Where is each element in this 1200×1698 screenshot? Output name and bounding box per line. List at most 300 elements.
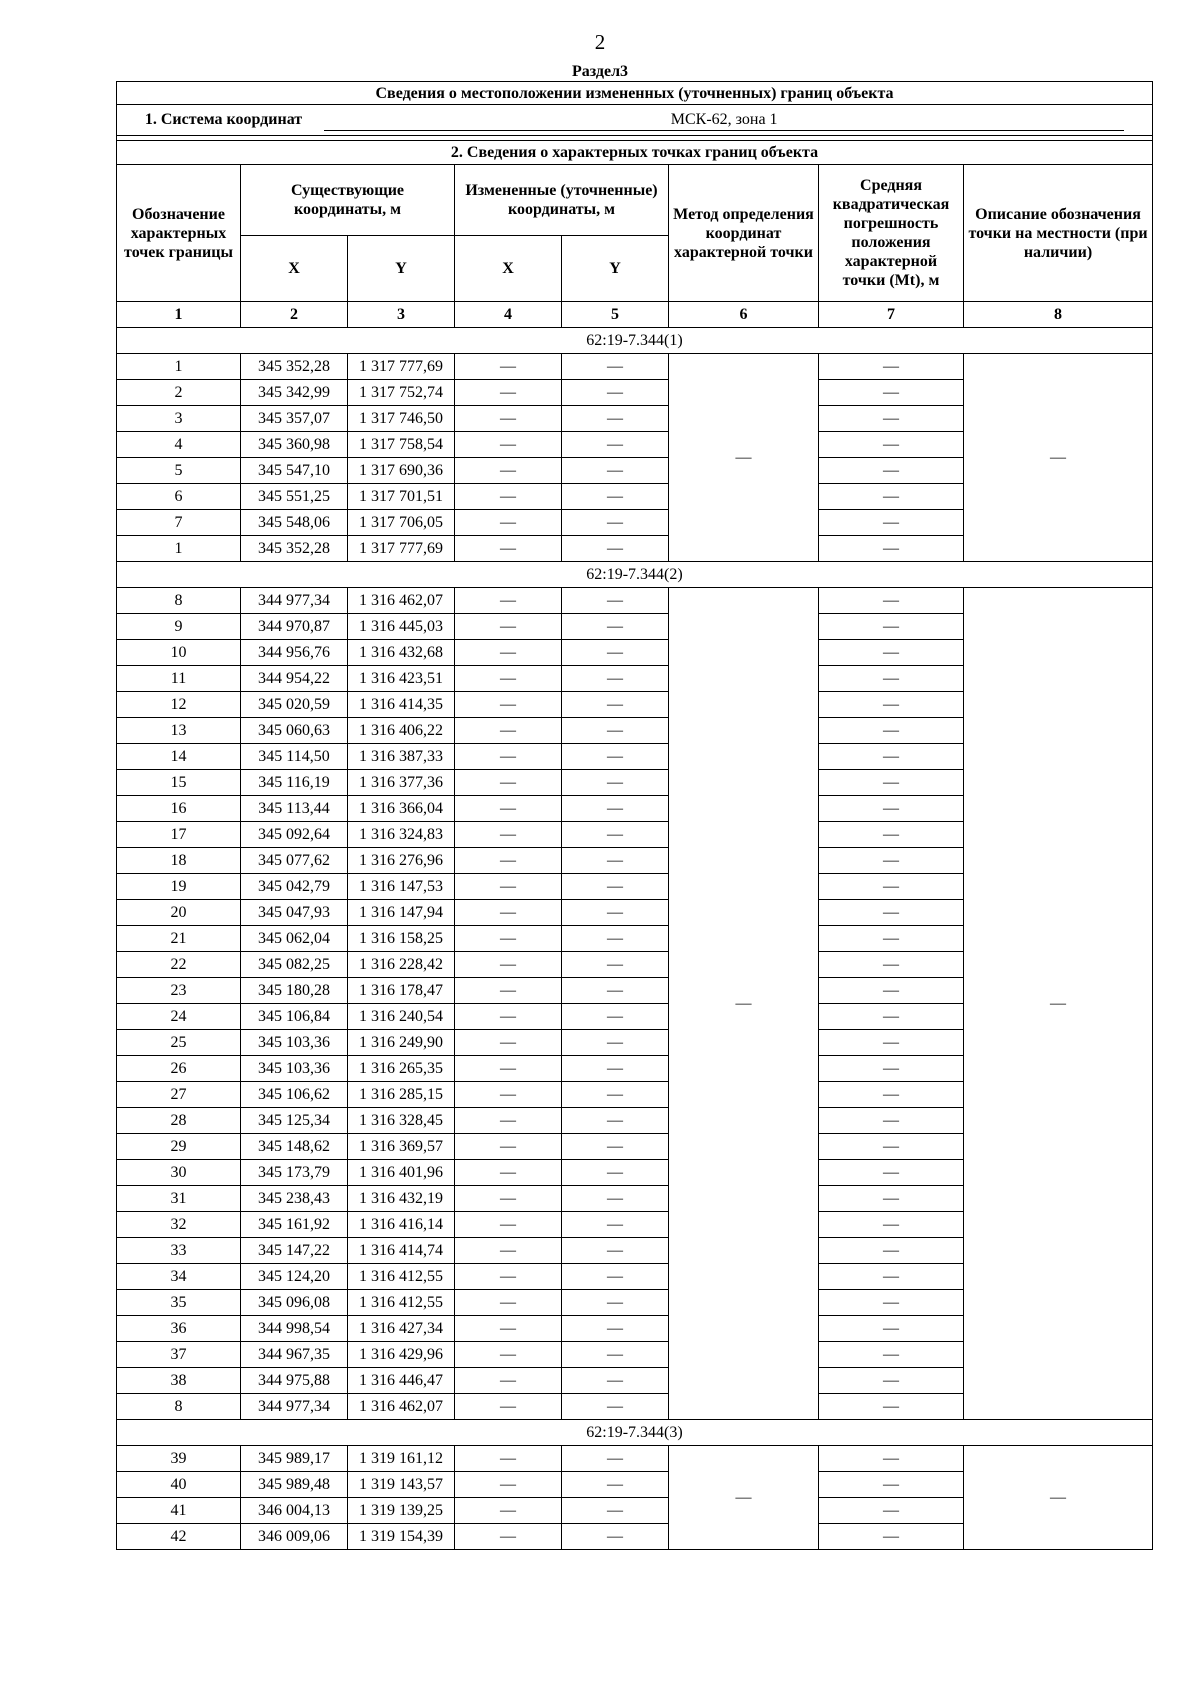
existing-x-value: 345 106,62 [241,1082,348,1108]
mean-error-value: — [819,1446,964,1472]
mean-error-value: — [819,432,964,458]
existing-y-value: 1 319 161,12 [348,1446,455,1472]
existing-x-value: 345 161,92 [241,1212,348,1238]
changed-x-value: — [455,1004,562,1030]
header-row-top [117,165,1153,236]
changed-x-value: — [455,1056,562,1082]
point-number: 8 [117,1394,241,1420]
column-number: 7 [819,302,964,328]
existing-x-value: 345 147,22 [241,1238,348,1264]
mean-error-value: — [819,900,964,926]
table-title: Сведения о местоположении измененных (уточненных) границ объекта [117,82,1153,105]
changed-y-value: — [562,978,669,1004]
existing-x-value: 345 092,64 [241,822,348,848]
existing-x-value: 345 114,50 [241,744,348,770]
existing-y-value: 1 316 377,36 [348,770,455,796]
existing-y-value: 1 316 414,74 [348,1238,455,1264]
existing-y-value: 1 316 228,42 [348,952,455,978]
header-changed-y: Y [562,236,669,302]
changed-x-value: — [455,432,562,458]
point-number: 30 [117,1160,241,1186]
existing-x-value: 344 954,22 [241,666,348,692]
changed-y-value: — [562,874,669,900]
column-number: 5 [562,302,669,328]
mean-error-value: — [819,1316,964,1342]
existing-y-value: 1 316 416,14 [348,1212,455,1238]
point-number: 7 [117,510,241,536]
changed-x-value: — [455,1212,562,1238]
existing-y-value: 1 316 462,07 [348,588,455,614]
point-number: 1 [117,536,241,562]
changed-y-value: — [562,1238,669,1264]
mean-error-value: — [819,848,964,874]
changed-x-value: — [455,1238,562,1264]
coord-system-row [117,105,1153,136]
mean-error-value: — [819,1290,964,1316]
changed-y-value: — [562,926,669,952]
existing-x-value: 345 106,84 [241,1004,348,1030]
changed-y-value: — [562,1472,669,1498]
changed-x-value: — [455,1134,562,1160]
existing-x-value: 345 124,20 [241,1264,348,1290]
existing-x-value: 345 173,79 [241,1160,348,1186]
changed-x-value: — [455,926,562,952]
point-number: 37 [117,1342,241,1368]
table-row [117,1446,1153,1472]
changed-x-value: — [455,848,562,874]
point-number: 32 [117,1212,241,1238]
changed-x-value: — [455,1498,562,1524]
existing-y-value: 1 317 777,69 [348,536,455,562]
table-title-row [117,82,1153,105]
existing-x-value: 346 009,06 [241,1524,348,1550]
mean-error-value: — [819,1134,964,1160]
point-number: 41 [117,1498,241,1524]
mean-error-value: — [819,510,964,536]
changed-x-value: — [455,1160,562,1186]
existing-x-value: 344 970,87 [241,614,348,640]
changed-y-value: — [562,1056,669,1082]
mean-error-value: — [819,1030,964,1056]
point-number: 42 [117,1524,241,1550]
mean-error-value: — [819,952,964,978]
page-number: 2 [594,30,606,54]
point-number: 3 [117,406,241,432]
existing-y-value: 1 316 446,47 [348,1368,455,1394]
column-numbers-row [117,302,1153,328]
existing-y-value: 1 316 406,22 [348,718,455,744]
existing-x-value: 344 977,34 [241,1394,348,1420]
changed-x-value: — [455,900,562,926]
column-number: 1 [117,302,241,328]
changed-x-value: — [455,666,562,692]
group-row [117,562,1153,588]
point-number: 40 [117,1472,241,1498]
existing-x-value: 345 989,48 [241,1472,348,1498]
boundary-points-table [116,81,1153,1550]
changed-y-value: — [562,1186,669,1212]
point-number: 21 [117,926,241,952]
existing-x-value: 345 148,62 [241,1134,348,1160]
existing-y-value: 1 316 429,96 [348,1342,455,1368]
mean-error-value: — [819,1238,964,1264]
point-number: 36 [117,1316,241,1342]
section-title: Раздел3 [571,63,629,80]
existing-y-value: 1 316 427,34 [348,1316,455,1342]
mean-error-value: — [819,1368,964,1394]
existing-y-value: 1 317 706,05 [348,510,455,536]
mean-error-value: — [819,692,964,718]
column-number: 3 [348,302,455,328]
existing-y-value: 1 316 432,68 [348,640,455,666]
header-changed-x: X [455,236,562,302]
existing-x-value: 345 113,44 [241,796,348,822]
changed-y-value: — [562,1498,669,1524]
header-method: Метод определения координат характерной точки [669,165,819,302]
existing-x-value: 346 004,13 [241,1498,348,1524]
existing-y-value: 1 316 432,19 [348,1186,455,1212]
existing-y-value: 1 316 412,55 [348,1264,455,1290]
changed-x-value: — [455,1446,562,1472]
existing-y-value: 1 317 752,74 [348,380,455,406]
existing-x-value: 345 180,28 [241,978,348,1004]
existing-x-value: 345 116,19 [241,770,348,796]
changed-x-value: — [455,406,562,432]
existing-x-value: 345 077,62 [241,848,348,874]
existing-x-value: 345 103,36 [241,1056,348,1082]
changed-x-value: — [455,1394,562,1420]
header-mean-error: Средняя квадратическая погрешность положения характерной точки (Mt), м [819,165,964,302]
point-number: 39 [117,1446,241,1472]
existing-x-value: 345 096,08 [241,1290,348,1316]
existing-y-value: 1 317 746,50 [348,406,455,432]
column-number: 2 [241,302,348,328]
changed-x-value: — [455,744,562,770]
points-info-title-row [117,141,1153,165]
point-number: 5 [117,458,241,484]
existing-x-value: 345 062,04 [241,926,348,952]
changed-y-value: — [562,822,669,848]
mean-error-value: — [819,744,964,770]
point-number: 22 [117,952,241,978]
changed-x-value: — [455,770,562,796]
description-value: — [964,1446,1153,1550]
changed-y-value: — [562,1004,669,1030]
point-number: 14 [117,744,241,770]
changed-x-value: — [455,588,562,614]
existing-x-value: 345 989,17 [241,1446,348,1472]
header-description: Описание обозначения точки на местности (при наличии) [964,165,1153,302]
mean-error-value: — [819,926,964,952]
existing-y-value: 1 316 423,51 [348,666,455,692]
point-number: 8 [117,588,241,614]
existing-y-value: 1 319 143,57 [348,1472,455,1498]
changed-x-value: — [455,1030,562,1056]
changed-x-value: — [455,692,562,718]
changed-y-value: — [562,666,669,692]
changed-y-value: — [562,588,669,614]
changed-y-value: — [562,1316,669,1342]
existing-x-value: 345 352,28 [241,536,348,562]
mean-error-value: — [819,614,964,640]
mean-error-value: — [819,978,964,1004]
point-number: 27 [117,1082,241,1108]
method-value: — [669,588,819,1420]
header-existing-x: X [241,236,348,302]
coord-system-value: МСК-62, зона 1 [324,110,1124,131]
existing-x-value: 345 047,93 [241,900,348,926]
changed-y-value: — [562,1212,669,1238]
changed-y-value: — [562,432,669,458]
changed-x-value: — [455,1524,562,1550]
point-number: 6 [117,484,241,510]
existing-x-value: 345 360,98 [241,432,348,458]
changed-x-value: — [455,1264,562,1290]
point-number: 1 [117,354,241,380]
mean-error-value: — [819,1472,964,1498]
point-number: 23 [117,978,241,1004]
description-value: — [964,354,1153,562]
group-row [117,328,1153,354]
changed-x-value: — [455,718,562,744]
coord-system-cell [117,105,1153,136]
changed-y-value: — [562,848,669,874]
existing-y-value: 1 316 324,83 [348,822,455,848]
mean-error-value: — [819,1342,964,1368]
point-number: 11 [117,666,241,692]
mean-error-value: — [819,640,964,666]
changed-y-value: — [562,1264,669,1290]
existing-y-value: 1 316 366,04 [348,796,455,822]
changed-x-value: — [455,536,562,562]
mean-error-value: — [819,1524,964,1550]
mean-error-value: — [819,380,964,406]
mean-error-value: — [819,484,964,510]
changed-y-value: — [562,484,669,510]
existing-x-value: 344 967,35 [241,1342,348,1368]
changed-x-value: — [455,1368,562,1394]
mean-error-value: — [819,1160,964,1186]
existing-x-value: 345 238,43 [241,1186,348,1212]
mean-error-value: — [819,770,964,796]
existing-x-value: 345 548,06 [241,510,348,536]
existing-y-value: 1 317 690,36 [348,458,455,484]
changed-y-value: — [562,458,669,484]
point-number: 33 [117,1238,241,1264]
changed-x-value: — [455,822,562,848]
group-row [117,1420,1153,1446]
mean-error-value: — [819,1082,964,1108]
mean-error-value: — [819,718,964,744]
header-point-designation: Обозначение характерных точек границы [117,165,241,302]
changed-y-value: — [562,354,669,380]
existing-x-value: 345 547,10 [241,458,348,484]
mean-error-value: — [819,536,964,562]
table-row [117,588,1153,614]
changed-x-value: — [455,1108,562,1134]
changed-x-value: — [455,484,562,510]
existing-y-value: 1 316 147,94 [348,900,455,926]
mean-error-value: — [819,796,964,822]
existing-x-value: 345 551,25 [241,484,348,510]
existing-y-value: 1 316 462,07 [348,1394,455,1420]
point-number: 20 [117,900,241,926]
changed-y-value: — [562,744,669,770]
changed-y-value: — [562,1108,669,1134]
changed-y-value: — [562,1082,669,1108]
existing-y-value: 1 316 369,57 [348,1134,455,1160]
changed-y-value: — [562,1134,669,1160]
existing-x-value: 345 103,36 [241,1030,348,1056]
header-existing-coords: Существующие координаты, м [241,165,455,236]
mean-error-value: — [819,1186,964,1212]
changed-y-value: — [562,640,669,666]
header-existing-y: Y [348,236,455,302]
mean-error-value: — [819,1004,964,1030]
existing-y-value: 1 317 758,54 [348,432,455,458]
point-number: 16 [117,796,241,822]
changed-x-value: — [455,1186,562,1212]
changed-x-value: — [455,640,562,666]
existing-x-value: 345 060,63 [241,718,348,744]
existing-x-value: 344 975,88 [241,1368,348,1394]
existing-y-value: 1 316 178,47 [348,978,455,1004]
existing-y-value: 1 316 240,54 [348,1004,455,1030]
changed-x-value: — [455,796,562,822]
existing-x-value: 344 977,34 [241,588,348,614]
method-value: — [669,1446,819,1550]
mean-error-value: — [819,588,964,614]
mean-error-value: — [819,1212,964,1238]
description-value: — [964,588,1153,1420]
changed-x-value: — [455,380,562,406]
changed-y-value: — [562,1342,669,1368]
changed-x-value: — [455,458,562,484]
point-number: 28 [117,1108,241,1134]
changed-x-value: — [455,354,562,380]
mean-error-value: — [819,666,964,692]
changed-x-value: — [455,1342,562,1368]
existing-x-value: 345 082,25 [241,952,348,978]
changed-x-value: — [455,1082,562,1108]
existing-y-value: 1 319 139,25 [348,1498,455,1524]
column-number: 6 [669,302,819,328]
point-number: 34 [117,1264,241,1290]
changed-y-value: — [562,1160,669,1186]
changed-x-value: — [455,874,562,900]
table-row [117,354,1153,380]
existing-x-value: 345 125,34 [241,1108,348,1134]
points-info-title: 2. Сведения о характерных точках границ объекта [117,141,1153,165]
changed-x-value: — [455,1290,562,1316]
existing-x-value: 344 956,76 [241,640,348,666]
changed-y-value: — [562,1446,669,1472]
mean-error-value: — [819,1498,964,1524]
existing-y-value: 1 316 412,55 [348,1290,455,1316]
point-number: 4 [117,432,241,458]
existing-y-value: 1 316 401,96 [348,1160,455,1186]
point-number: 12 [117,692,241,718]
point-number: 25 [117,1030,241,1056]
existing-x-value: 345 357,07 [241,406,348,432]
changed-x-value: — [455,978,562,1004]
point-number: 38 [117,1368,241,1394]
changed-y-value: — [562,1368,669,1394]
existing-x-value: 345 342,99 [241,380,348,406]
point-number: 9 [117,614,241,640]
changed-x-value: — [455,614,562,640]
group-name: 62:19-7.344(1) [117,328,1153,354]
point-number: 13 [117,718,241,744]
existing-y-value: 1 317 777,69 [348,354,455,380]
changed-y-value: — [562,380,669,406]
point-number: 18 [117,848,241,874]
mean-error-value: — [819,822,964,848]
changed-y-value: — [562,900,669,926]
changed-y-value: — [562,1394,669,1420]
existing-y-value: 1 316 285,15 [348,1082,455,1108]
group-name: 62:19-7.344(2) [117,562,1153,588]
existing-x-value: 345 020,59 [241,692,348,718]
changed-y-value: — [562,770,669,796]
coord-system-label: 1. Система координат [144,110,303,128]
changed-x-value: — [455,1316,562,1342]
changed-y-value: — [562,692,669,718]
changed-y-value: — [562,536,669,562]
existing-y-value: 1 319 154,39 [348,1524,455,1550]
existing-x-value: 344 998,54 [241,1316,348,1342]
mean-error-value: — [819,406,964,432]
point-number: 10 [117,640,241,666]
existing-y-value: 1 316 414,35 [348,692,455,718]
changed-x-value: — [455,1472,562,1498]
point-number: 17 [117,822,241,848]
existing-y-value: 1 316 147,53 [348,874,455,900]
changed-x-value: — [455,510,562,536]
point-number: 24 [117,1004,241,1030]
point-number: 19 [117,874,241,900]
mean-error-value: — [819,1264,964,1290]
changed-y-value: — [562,1030,669,1056]
point-number: 35 [117,1290,241,1316]
changed-y-value: — [562,406,669,432]
point-number: 29 [117,1134,241,1160]
point-number: 15 [117,770,241,796]
existing-x-value: 345 042,79 [241,874,348,900]
mean-error-value: — [819,1394,964,1420]
mean-error-value: — [819,1056,964,1082]
changed-y-value: — [562,796,669,822]
existing-y-value: 1 316 445,03 [348,614,455,640]
mean-error-value: — [819,458,964,484]
existing-y-value: 1 316 276,96 [348,848,455,874]
mean-error-value: — [819,354,964,380]
changed-y-value: — [562,718,669,744]
changed-y-value: — [562,614,669,640]
point-number: 31 [117,1186,241,1212]
existing-y-value: 1 316 265,35 [348,1056,455,1082]
group-name: 62:19-7.344(3) [117,1420,1153,1446]
changed-y-value: — [562,1524,669,1550]
changed-y-value: — [562,510,669,536]
existing-x-value: 345 352,28 [241,354,348,380]
existing-y-value: 1 316 328,45 [348,1108,455,1134]
header-changed-coords: Измененные (уточненные) координаты, м [455,165,669,236]
column-number: 4 [455,302,562,328]
mean-error-value: — [819,874,964,900]
existing-y-value: 1 316 158,25 [348,926,455,952]
changed-x-value: — [455,952,562,978]
